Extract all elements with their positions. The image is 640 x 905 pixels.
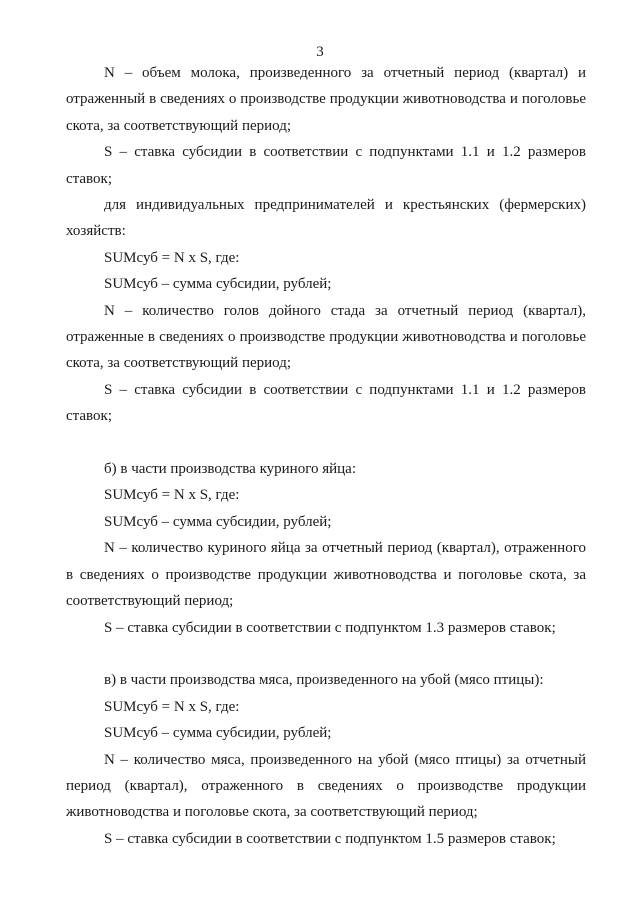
paragraph: SUMсуб – сумма субсидии, рублей; <box>104 513 332 530</box>
paragraph: S – ставка субсидии в соответствии с подпунктами 1.1 и 1.2 размеров ставок; <box>66 381 586 425</box>
document-body <box>66 60 586 852</box>
paragraph: SUMсуб – сумма субсидии, рублей; <box>104 276 332 293</box>
paragraph-spacer <box>66 430 586 456</box>
paragraph: SUMсуб = N x S, где: <box>104 698 240 715</box>
paragraph: SUMсуб – сумма субсидии, рублей; <box>104 725 332 742</box>
paragraph: в) в части производства мяса, произведенного на убой (мясо птицы): <box>104 672 544 689</box>
paragraph-spacer <box>66 641 586 667</box>
paragraph: N – количество голов дойного стада за отчетный период (квартал), отраженные в сведениях о производстве продукции животноводства и поголовье скота, за соответствующий период; <box>66 302 586 372</box>
paragraph: для индивидуальных предпринимателей и крестьянских (фермерских) хозяйств: <box>66 197 586 240</box>
paragraph: S – ставка субсидии в соответствии с подпунктами 1.1 и 1.2 размеров ставок; <box>66 144 586 187</box>
paragraph: б) в части производства куриного яйца: <box>104 461 357 478</box>
paragraph: S – ставка субсидии в соответствии с подпунктом 1.3 размеров ставок; <box>104 619 556 636</box>
page-number: 3 <box>316 44 324 60</box>
paragraph: SUMсуб = N x S, где: <box>104 249 240 266</box>
paragraph: N – количество мяса, произведенного на убой (мясо птицы) за отчетный период (квартал), отраженного в сведениях о производстве продукции животноводства и поголовье скота, за соответствующий период; <box>66 751 586 821</box>
paragraph: SUMсуб = N x S, где: <box>104 487 240 504</box>
paragraph: S – ставка субсидии в соответствии с подпунктом 1.5 размеров ставок; <box>104 830 556 847</box>
paragraph: N – объем молока, произведенного за отчетный период (квартал) и отраженный в сведениях о производстве продукции животноводства и поголовье скота, за соответствующий период; <box>66 65 586 134</box>
paragraph: N – количество куриного яйца за отчетный период (квартал), отраженного в сведениях о производстве продукции животноводства и поголовье скота, за соответствующий период; <box>66 540 586 610</box>
